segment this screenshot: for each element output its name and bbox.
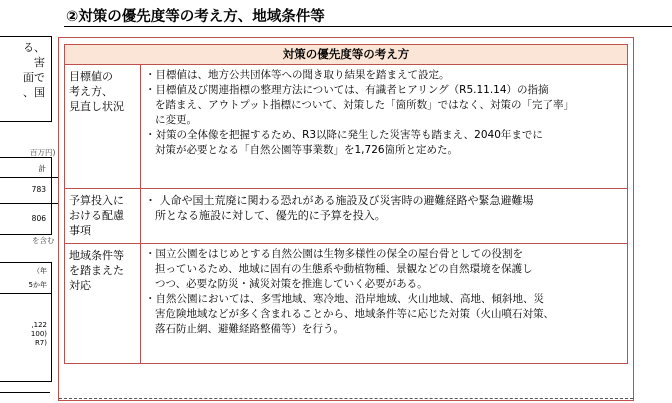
left-box2-value: ,122: [31, 321, 47, 329]
left-table-cell: 783: [31, 185, 46, 194]
table-row: [64, 65, 628, 189]
row-content: [145, 68, 623, 158]
row-content: [145, 247, 623, 337]
section-title: ②対策の優先度等の考え方、地域条件等: [66, 9, 325, 25]
left-text-box: [0, 36, 52, 122]
content-line: ・自然公園においては、多雪地域、寒冷地、沿岸地域、火山地域、高地、傾斜地、災: [145, 293, 544, 305]
row-label: [65, 244, 141, 363]
content-line: つつ、必要な防災・減災対策を推進していく必要がある。: [155, 278, 428, 290]
left-text-line: る、: [23, 41, 45, 54]
row-label-line: 地域条件等: [69, 249, 124, 262]
row-content: [145, 193, 623, 223]
left-unit-label: 百万円): [30, 148, 56, 157]
content-line: ・目標値及び関連指標の整理方法については、有識者ヒアリング（R5.11.14）の指摘: [145, 84, 549, 96]
row-label: [65, 189, 141, 243]
left-box2-value: 100): [30, 330, 47, 338]
row-label-line: を踏まえた: [69, 264, 124, 277]
content-line: 担っているため、地域に固有の生態系や動植物種、景観などの自然環境を保護し: [155, 263, 533, 275]
left-text-line: 害: [34, 56, 45, 69]
table-row: [64, 244, 628, 364]
content-line: 害危険地域などが多く含まれることから、地域条件等に応じた対策（火山噴石対策、: [155, 308, 554, 320]
left-mini-table: [0, 157, 52, 235]
left-clipped-panel: [0, 0, 62, 403]
dashed-divider: [59, 398, 633, 399]
title-underline: [64, 26, 672, 27]
content-line: 所となる施設に対して、優先的に予算を投入。: [155, 209, 386, 222]
content-line: 落石防止網、避難経路整備等）を行う。: [155, 323, 344, 335]
row-label-line: 考え方、: [69, 85, 113, 98]
row-label-line: 対応: [69, 279, 91, 292]
left-note: を含む: [32, 236, 55, 245]
left-box2-value: R7): [34, 339, 47, 347]
row-label-line: 目標値の: [69, 70, 113, 83]
content-line: を踏まえ、アウトプット指標について、対策した「箇所数」ではなく、対策の「完了率」: [155, 99, 574, 111]
left-text-line: 面で: [23, 71, 45, 84]
content-line: ・目標値は、地方公共団体等への聞き取り結果を踏まえて設定。: [145, 69, 450, 81]
priority-policy-box: [58, 37, 634, 401]
table-row: [64, 189, 628, 244]
content-line: ・対策の全体像を把握するため、R3以降に発生した災害等も踏まえ、2040年までに: [145, 129, 543, 141]
left-box2-header: 5か年: [28, 281, 47, 289]
content-line: 対策が必要となる「自然公園等事業数」を1,726箇所と定めた。: [155, 144, 459, 156]
left-box-2: [0, 262, 52, 382]
row-label: [65, 65, 141, 188]
table-header: 対策の優先度等の考え方: [64, 44, 628, 65]
row-label-line: 予算投入に: [69, 194, 124, 207]
left-text-line: 、国: [23, 86, 45, 99]
row-label-line: おける配慮: [69, 209, 124, 222]
content-line: ・国立公園をはじめとする自然公園は生物多様性の保全の屋台骨としての役割を: [145, 248, 523, 260]
left-table-cell: 806: [31, 214, 46, 223]
content-line: に変更。: [155, 114, 197, 126]
content-line: ・ 人命や国土荒廃に関わる恐れがある施設及び災害時の避難経路や緊急避難場: [145, 194, 534, 207]
left-box2-header: （年: [33, 267, 47, 275]
left-table-cell: 計: [38, 164, 46, 173]
row-label-line: 事項: [69, 224, 91, 237]
row-label-line: 見直し状況: [69, 100, 124, 113]
